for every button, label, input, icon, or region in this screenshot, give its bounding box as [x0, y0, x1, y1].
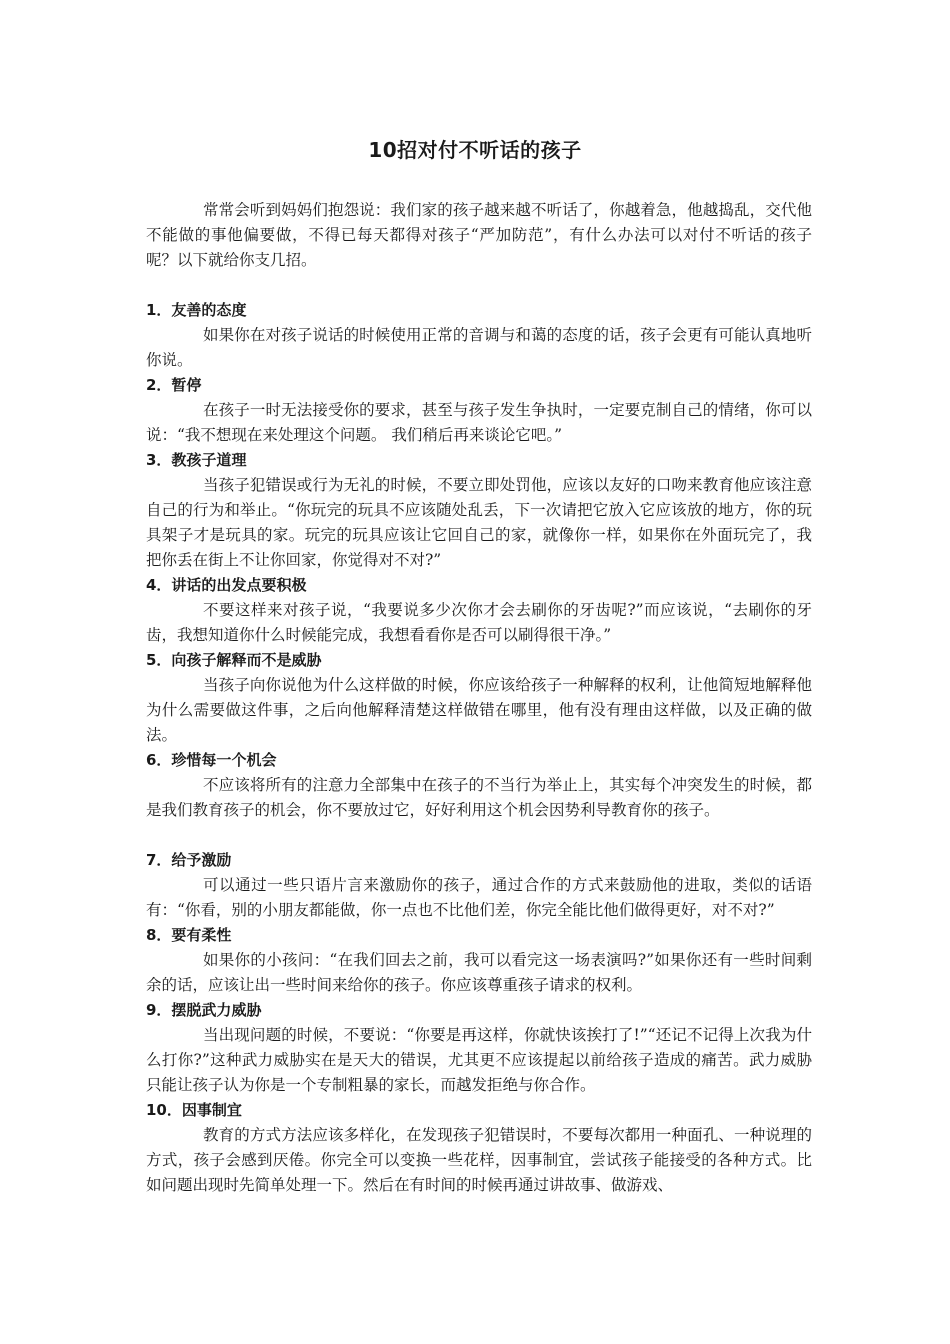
section-6-heading: 6．珍惜每一个机会: [146, 751, 277, 769]
section-9-heading: 9．摆脱武力威胁: [146, 1001, 262, 1019]
section-10-body: 教育的方式方法应该多样化，在发现孩子犯错误时，不要每次都用一种面孔、一种说理的方式，孩子会感到厌倦。你完全可以变换一些花样，因事制宜，尝试孩子能接受的各种方式。比如问题出现时先简单处理一下。然后在有时间的时候再通过讲故事、做游戏、: [146, 1126, 812, 1194]
section-2-body: 在孩子一时无法接受你的要求，甚至与孩子发生争执时，一定要克制自己的情绪，你可以说：“我不想现在来处理这个问题。 我们稍后再来谈论它吧。”: [146, 401, 812, 444]
document-title: 10招对付不听话的孩子: [368, 138, 582, 162]
section-4-body: 不要这样来对孩子说，“我要说多少次你才会去刷你的牙齿呢?”而应该说，“去刷你的牙齿，我想知道你什么时候能完成，我想看看你是否可以刷得很干净。”: [146, 601, 812, 644]
section-3-body: 当孩子犯错误或行为无礼的时候，不要立即处罚他，应该以友好的口吻来教育他应该注意自己的行为和举止。“你玩完的玩具不应该随处乱丢，下一次请把它放入它应该放的地方，你的玩具架子才是玩具的家。玩完的玩具应该让它回自己的家，就像你一样，如果你在外面玩完了，我把你丢在街上不让你回家，你觉得对不对?”: [146, 476, 812, 569]
section-8-heading: 8．要有柔性: [146, 926, 232, 944]
section-6-body: 不应该将所有的注意力全部集中在孩子的不当行为举止上，其实每个冲突发生的时候，都是我们教育孩子的机会，你不要放过它，好好利用这个机会因势利导教育你的孩子。: [146, 776, 812, 819]
document-body: [146, 198, 812, 1198]
section-3-heading: 3．教孩子道理: [146, 451, 247, 469]
section-5-heading: 5．向孩子解释而不是威胁: [146, 651, 322, 669]
paragraph-spacer: [146, 823, 812, 848]
section-9-body: 当出现问题的时候，不要说：“你要是再这样，你就快该挨打了!”“还记不记得上次我为什么打你?”这种武力威胁实在是天大的错误，尤其更不应该提起以前给孩子造成的痛苦。武力威胁只能让孩子认为你是一个专制粗暴的家长，而越发拒绝与你合作。: [146, 1026, 812, 1094]
section-7-body: 可以通过一些只语片言来激励你的孩子，通过合作的方式来鼓励他的进取，类似的话语有：“你看，别的小朋友都能做，你一点也不比他们差，你完全能比他们做得更好，对不对?”: [146, 876, 812, 919]
section-5-body: 当孩子向你说他为什么这样做的时候，你应该给孩子一种解释的权利，让他简短地解释他为什么需要做这件事，之后向他解释清楚这样做错在哪里，他有没有理由这样做，以及正确的做法。: [146, 676, 812, 744]
section-8-body: 如果你的小孩问：“在我们回去之前，我可以看完这一场表演吗?”如果你还有一些时间剩余的话，应该让出一些时间来给你的孩子。你应该尊重孩子请求的权利。: [146, 951, 812, 994]
section-1-body: 如果你在对孩子说话的时候使用正常的音调与和蔼的态度的话，孩子会更有可能认真地听你说。: [146, 326, 812, 369]
section-2-heading: 2．暂停: [146, 376, 202, 394]
paragraph-spacer: [146, 273, 812, 298]
section-4-heading: 4．讲话的出发点要积极: [146, 576, 307, 594]
section-7-heading: 7．给予激励: [146, 851, 232, 869]
section-10-heading: 10．因事制宜: [146, 1101, 242, 1119]
intro-paragraph: 常常会听到妈妈们抱怨说：我们家的孩子越来越不听话了，你越着急，他越捣乱，交代他不能做的事他偏要做，不得已每天都得对孩子“严加防范”，有什么办法可以对付不听话的孩子呢？以下就给你支几招。: [146, 201, 812, 269]
section-1-heading: 1．友善的态度: [146, 301, 247, 319]
